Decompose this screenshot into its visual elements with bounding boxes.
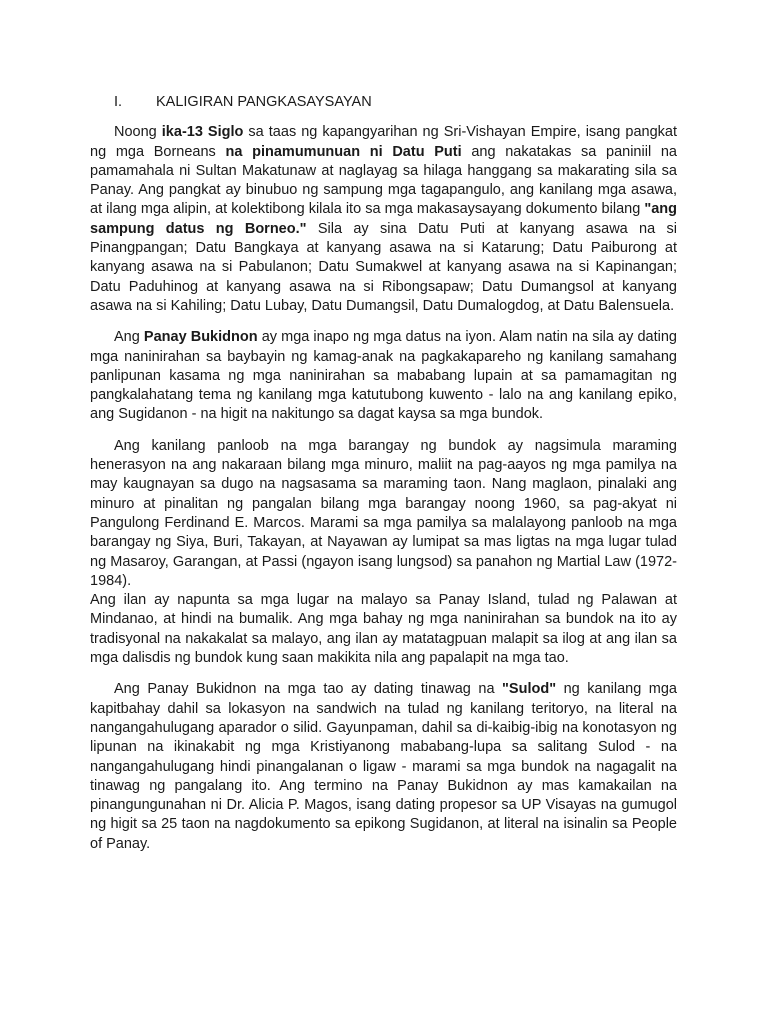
section-title: KALIGIRAN PANGKASAYSAYAN: [156, 94, 372, 110]
text-run: ng kanilang mga kapitbahay dahil sa lokasyon na sandwich na tulad ng kanilang teritoryo, na literal na nangangahulugang aparador o silid. Gayunpaman, dahil sa di-kaibig-ibig na konotasyon ng lipunan na ikinakabit ng mga Kristiyanong mababang-lupa sa salitang Sulod - na nangangahulugang hindi pinangalanan o ligaw - marami sa mga bundok na nagagalit na tinawag ng pangalang ito. Ang termino na Panay Bukidnon ay mas kamakailan na pinangungunahan ni Dr. Alicia P. Magos, isang dating propesor sa UP Visayas na gumugol ng higit sa 25 taon na nagdokumento sa epikong Sugidanon, at literal na isinalin sa People of Panay.: [90, 681, 677, 852]
text-run: ay mga inapo ng mga datus na iyon. Alam natin na sila ay dating mga naninirahan sa baybayin ng kamag-anak na pagkakapareho ng kanilang samahang panlipunan kasama ng mga naninirahan sa mababang lupain at sa pamamagitan ng pangkalahatang tema ng kanilang mga katutubong kuwento - lalo na ang kanilang epiko, ang Sugidanon - na higit na nakitungo sa dagat kaysa sa mga bundok.: [90, 329, 677, 423]
bold-text: ika-13 Siglo: [161, 124, 244, 141]
paragraph-2: [90, 328, 677, 424]
paragraph-1: [90, 123, 677, 316]
text-run: Sila ay sina Datu Puti at kanyang asawa na si Pinangpangan; Datu Bangkaya at kanyang asawa na si Katarung; Datu Paiburong at kanyang asawa na si Pabulanon; Datu Sumakwel at kanyang asawa na si Kapinangan; Datu Paduhinog at kanyang asawa na si Ribongsapaw; Datu Dumangsol at kanyang asawa na si Kahiling; Datu Lubay, Datu Dumangsil, Datu Dumalogdog, at Datu Balensuela.: [90, 220, 677, 314]
paragraph-3: Ang kanilang panloob na mga barangay ng bundok ay nagsimula maraming henerasyon na ang nakaraan bilang mga minuro, maliit na pag-aayos ng mga pamilya na may kaugnayan sa dugo na nagsasama sa maraming taon. Nang maglaon, pinalaki ang minuro at pinalitan ng pangalan bilang mga barangay noong 1960, sa pag-akyat ni Pangulong Ferdinand E. Marcos. Marami sa mga pamilya sa malalayong panloob na mga barangay ng Siya, Buri, Takayan, at Nayawan ay lumipat sa mas ligtas na mga lugar tulad ng Masaroy, Garangan, at Passi (ngayon isang lungsod) sa panahon ng Martial Law (1972-1984).: [90, 437, 677, 589]
paragraph-5: [90, 680, 677, 854]
text-run: Noong: [114, 124, 162, 141]
text-run: Ang: [114, 329, 144, 346]
bold-text: Panay Bukidnon: [143, 329, 258, 346]
section-number: I.: [114, 94, 123, 110]
text-run: ang nakatakas sa paniniil na pamamahala ni Sultan Makatunaw at naglayag sa hilaga hanggang sa makarating sila sa Panay. Ang pangkat ay binubuo ng sampung mga tagapangulo, ang kanilang mga asawa, at ilang mga alipin, at kolektibong kilala ito sa mga makasaysayang dokumento bilang: [90, 143, 677, 218]
bold-text: "ang sampung datus ng Borneo.": [90, 201, 677, 237]
document-page: [90, 93, 677, 866]
paragraph-4: Ang ilan ay napunta sa mga lugar na malayo sa Panay Island, tulad ng Palawan at Mindanao, at hindi na bumalik. Ang mga bahay ng mga naninirahan sa bundok na ito ay tradisyonal na nakakalat sa malayo, ang ilan ay matatagpuan malapit sa ilog at ang ilan sa mga dalisdis ng bundok kung saan makikita nila ang papalapit na mga tao.: [90, 592, 677, 667]
bold-text: na pinamumunuan ni Datu Puti: [225, 143, 462, 160]
text-run: sa taas ng kapangyarihan ng Sri-Vishayan Empire, isang pangkat ng mga Borneans: [90, 124, 678, 160]
bold-text: "Sulod": [502, 681, 557, 698]
text-run: Ang Panay Bukidnon na mga tao ay dating tinawag na: [114, 681, 503, 698]
section-heading: [114, 93, 677, 112]
